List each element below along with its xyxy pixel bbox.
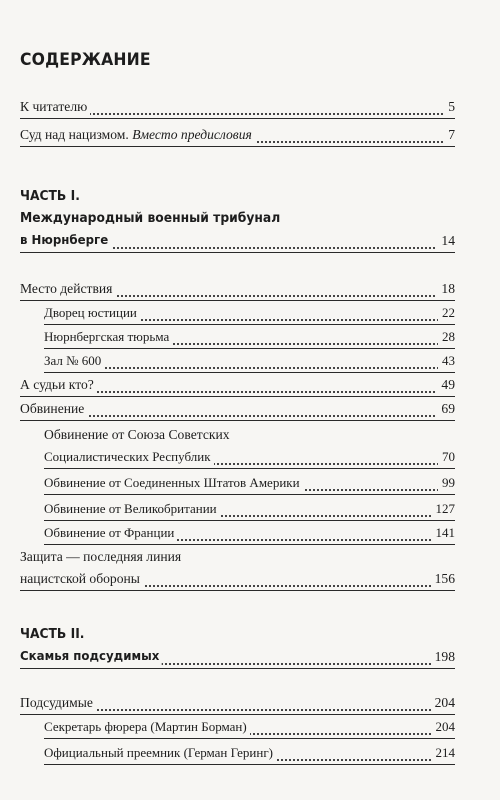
toc-entry-title: Официальный преемник (Герман Геринг)	[44, 742, 276, 764]
toc-entry-page: 127	[432, 498, 456, 520]
toc-entry-title: А судьи кто?	[20, 374, 97, 396]
toc-entry-title: Секретарь фюрера (Мартин Борман)	[44, 716, 250, 738]
toc-entry-france[interactable]	[44, 522, 455, 545]
toc-entry-part1[interactable]	[20, 230, 455, 253]
toc-entry-title: Дворец юстиции	[44, 302, 140, 324]
toc-entry-prison[interactable]	[44, 326, 455, 349]
toc-entry-bormann[interactable]	[44, 716, 455, 739]
part1-title-line2: в Нюрнберге	[20, 230, 111, 252]
toc-entry-title: нацистской обороны	[20, 568, 143, 590]
toc-entry-page: 198	[431, 646, 455, 668]
toc-entry-defense-line1: Защита — последняя линия	[20, 549, 182, 564]
toc-entry-title: Подсудимые	[20, 692, 96, 714]
toc-entry-page: 69	[437, 398, 455, 420]
toc-entry-hall[interactable]	[44, 350, 455, 373]
toc-entry-title: К читателю	[20, 96, 90, 118]
toc-entry-title: Обвинение от Соединенных Штатов Америки	[44, 472, 303, 494]
toc-entry-goering[interactable]	[44, 742, 455, 765]
toc-entry-part2[interactable]	[20, 646, 455, 669]
toc-entry-page: 7	[444, 124, 455, 146]
toc-entry-page: 49	[437, 374, 455, 396]
toc-entry-title: Обвинение от Великобритании	[44, 498, 220, 520]
toc-entry-title: Нюрнбергская тюрьма	[44, 326, 172, 348]
toc-entry-ussr[interactable]	[44, 446, 455, 469]
toc-entry-defense[interactable]	[20, 568, 455, 591]
part1-title-line1: Международный военный трибунал	[20, 211, 281, 226]
toc-entry-palace[interactable]	[44, 302, 455, 325]
toc-entry-page: 43	[438, 350, 455, 372]
toc-entry-page: 99	[438, 472, 455, 494]
toc-entry-title: Место действия	[20, 278, 115, 300]
part2-title: Скамья подсудимых	[20, 646, 162, 668]
toc-entry-subtitle: Вместо предисловия	[132, 127, 252, 142]
toc-entry-page: 5	[444, 96, 455, 118]
toc-entry-page: 156	[431, 568, 455, 590]
toc-entry-judges[interactable]	[20, 374, 455, 397]
toc-entry-uk[interactable]	[44, 498, 455, 521]
toc-entry-page: 70	[438, 446, 455, 468]
toc-entry-usa[interactable]	[44, 472, 455, 495]
toc-heading: СОДЕРЖАНИЕ	[20, 50, 151, 70]
toc-entry-page: 14	[437, 230, 455, 252]
toc-entry-trial[interactable]	[20, 124, 455, 147]
part2-label: ЧАСТЬ II.	[20, 627, 85, 642]
toc-entry-page: 214	[432, 742, 456, 764]
toc-entry-prosecution[interactable]	[20, 398, 455, 421]
toc-entry-page: 141	[432, 522, 456, 544]
toc-entry-title: Социалистических Республик	[44, 446, 214, 468]
toc-entry-title: Обвинение	[20, 398, 87, 420]
toc-entry-page: 22	[438, 302, 455, 324]
part1-label: ЧАСТЬ I.	[20, 189, 80, 204]
toc-entry-page: 204	[432, 716, 456, 738]
toc-entry-reader[interactable]	[20, 96, 455, 119]
toc-entry-title: Обвинение от Франции	[44, 522, 177, 544]
toc-entry-page: 204	[431, 692, 455, 714]
toc-entry-page: 18	[437, 278, 455, 300]
toc-entry-title: Зал № 600	[44, 350, 104, 372]
toc-entry-ussr-line1: Обвинение от Союза Советских	[44, 427, 230, 442]
toc-entry-page: 28	[438, 326, 455, 348]
toc-entry-defendants[interactable]	[20, 692, 455, 715]
toc-entry-title: Суд над нацизмом.	[20, 127, 129, 142]
toc-entry-place[interactable]	[20, 278, 455, 301]
